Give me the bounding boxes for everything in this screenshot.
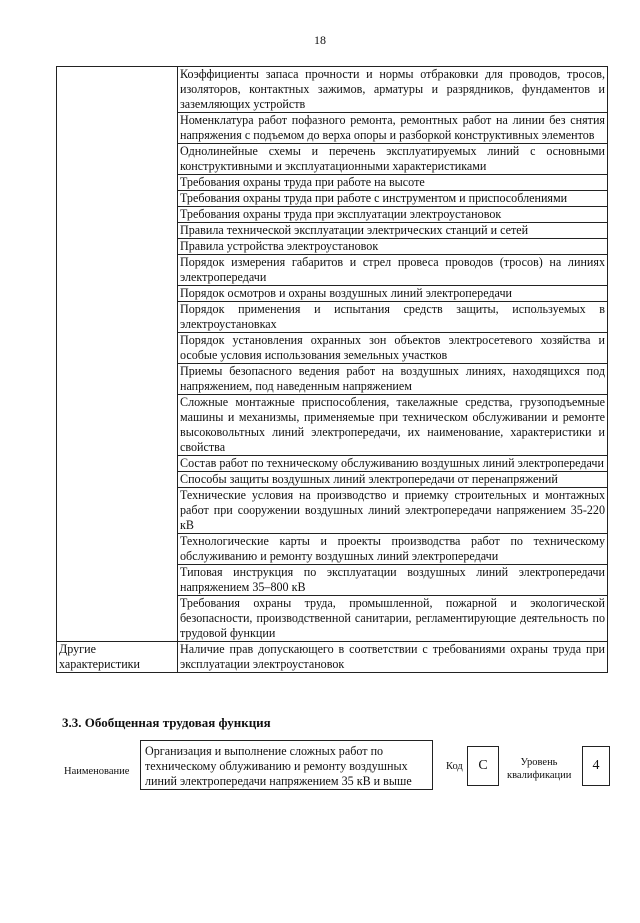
requirement-text-cell: Сложные монтажные приспособления, такелажные средства, грузоподъемные машины и механизмы, применяемые при техническом обслуживании и ремонте высоковольтных линий электропередачи, их наименование, характеристики и свойства <box>178 395 608 456</box>
page-number: 18 <box>314 33 326 47</box>
requirement-text-cell: Номенклатура работ пофазного ремонта, ремонтных работ на линии без снятия напряжения с подъемом до верха опоры и разборкой конструктивных элементов <box>178 113 608 144</box>
row-label-cell <box>57 67 178 642</box>
requirement-text-cell: Приемы безопасного ведения работ на воздушных линиях, находящихся под напряжением, под наведенным напряжением <box>178 364 608 395</box>
requirement-text-cell: Способы защиты воздушных линий электропередачи от перенапряжений <box>178 472 608 488</box>
requirement-text-cell: Требования охраны труда при эксплуатации электроустановок <box>178 207 608 223</box>
requirement-text-cell: Правила устройства электроустановок <box>178 239 608 255</box>
table-row <box>57 642 608 673</box>
requirement-text-cell: Технологические карты и проекты производства работ по техническому обслуживанию и ремонту воздушных линий электропередачи <box>178 534 608 565</box>
requirement-text-cell: Требования охраны труда, промышленной, пожарной и экологической безопасности, производственной санитарии, регламентирующие деятельность по трудовой функции <box>178 596 608 642</box>
row-label-cell: Другие характеристики <box>57 642 178 673</box>
requirement-text-cell: Однолинейные схемы и перечень эксплуатируемых линий с основными конструктивными и эксплуатационными характеристиками <box>178 144 608 175</box>
requirement-text-cell: Типовая инструкция по эксплуатации воздушных линий электропередачи напряжением 35–800 кВ <box>178 565 608 596</box>
requirement-text-cell: Порядок измерения габаритов и стрел провеса проводов (тросов) на линиях электропередачи <box>178 255 608 286</box>
level-label: Уровень квалификации <box>507 757 572 781</box>
requirement-text-cell: Технические условия на производство и приемку строительных и монтажных работ при сооружении воздушных линий электропередачи напряжением 35-220 кВ <box>178 488 608 534</box>
requirement-text-cell: Правила технической эксплуатации электрических станций и сетей <box>178 223 608 239</box>
code-value-box: С <box>467 746 499 786</box>
requirement-text-cell: Порядок установления охранных зон объектов электросетевого хозяйства и особые условия использования земельных участков <box>178 333 608 364</box>
requirement-text-cell: Состав работ по техническому обслуживанию воздушных линий электропередачи <box>178 456 608 472</box>
requirement-text-cell: Требования охраны труда при работе на высоте <box>178 175 608 191</box>
requirement-text-cell: Порядок осмотров и охраны воздушных линий электропередачи <box>178 286 608 302</box>
table-row <box>57 67 608 113</box>
requirement-text-cell: Коэффициенты запаса прочности и нормы отбраковки для проводов, тросов, изоляторов, контактных зажимов, арматуры и разрядников, фундаментов и заземляющих устройств <box>178 67 608 113</box>
requirement-text-cell: Требования охраны труда при работе с инструментом и приспособлениями <box>178 191 608 207</box>
requirement-text-cell: Наличие прав допускающего в соответствии с требованиями охраны труда при эксплуатации электроустановок <box>178 642 608 673</box>
name-label: Наименование <box>64 766 130 777</box>
requirements-table <box>56 66 608 673</box>
name-value-box: Организация и выполнение сложных работ по техническому облуживанию и ремонту воздушных линий электропередачи напряжением 35 кВ и выше <box>140 740 433 790</box>
section-title: 3.3. Обобщенная трудовая функция <box>62 715 271 730</box>
requirement-text-cell: Порядок применения и испытания средств защиты, используемых в электроустановках <box>178 302 608 333</box>
level-value-box: 4 <box>582 746 610 786</box>
code-label: Код <box>446 761 463 772</box>
